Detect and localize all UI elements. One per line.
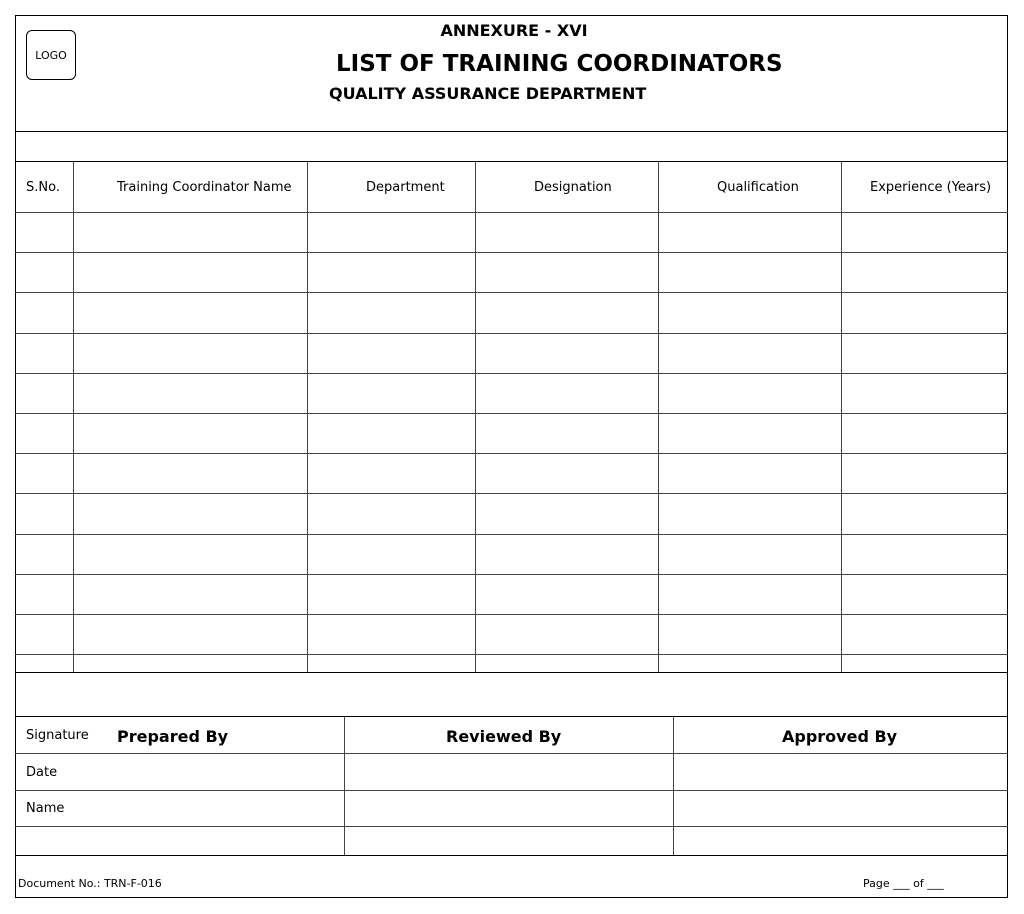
table-col-divider <box>73 162 74 672</box>
date-label: Date <box>26 765 58 780</box>
document-number: Document No.: TRN-F-016 <box>18 877 162 890</box>
col-header-sno: S.No. <box>26 179 60 195</box>
table-col-divider <box>307 162 308 672</box>
page-number: Page ___ of ___ <box>863 877 944 890</box>
table-bottom-border <box>15 672 1008 673</box>
reviewed-by-heading: Reviewed By <box>446 727 562 746</box>
table-row <box>15 292 1008 293</box>
approved-by-heading: Approved By <box>782 727 898 746</box>
col-header-coordinator-name: Training Coordinator Name <box>117 179 292 195</box>
page-title: LIST OF TRAINING COORDINATORS <box>336 51 783 77</box>
col-header-department: Department <box>366 179 445 195</box>
col-header-designation: Designation <box>534 179 612 195</box>
table-row <box>15 654 1008 655</box>
form-border <box>15 15 1008 898</box>
header-divider <box>15 131 1008 132</box>
col-header-qualification: Qualification <box>717 179 799 195</box>
col-header-experience: Experience (Years) <box>870 179 992 195</box>
table-row <box>15 413 1008 414</box>
table-col-divider <box>475 162 476 672</box>
table-row <box>15 453 1008 454</box>
department-subtitle: QUALITY ASSURANCE DEPARTMENT <box>329 84 647 103</box>
footer-divider <box>15 855 1008 856</box>
annexure-label: ANNEXURE - XVI <box>440 21 588 40</box>
signoff-row-line <box>15 753 1008 754</box>
signoff-row-line <box>15 826 1008 827</box>
signature-label: Signature <box>26 728 89 743</box>
prepared-by-heading: Prepared By <box>117 727 229 746</box>
table-row <box>15 373 1008 374</box>
name-label: Name <box>26 801 65 816</box>
table-row <box>15 493 1008 494</box>
table-row <box>15 534 1008 535</box>
table-row <box>15 614 1008 615</box>
table-col-divider <box>841 162 842 672</box>
table-row <box>15 252 1008 253</box>
logo-placeholder: LOGO <box>26 30 76 80</box>
signoff-col-divider <box>344 717 345 855</box>
table-row <box>15 574 1008 575</box>
signoff-top-border <box>15 716 1008 717</box>
signoff-row-line <box>15 790 1008 791</box>
signoff-col-divider <box>673 717 674 855</box>
table-col-divider <box>658 162 659 672</box>
table-row <box>15 212 1008 213</box>
table-row <box>15 333 1008 334</box>
